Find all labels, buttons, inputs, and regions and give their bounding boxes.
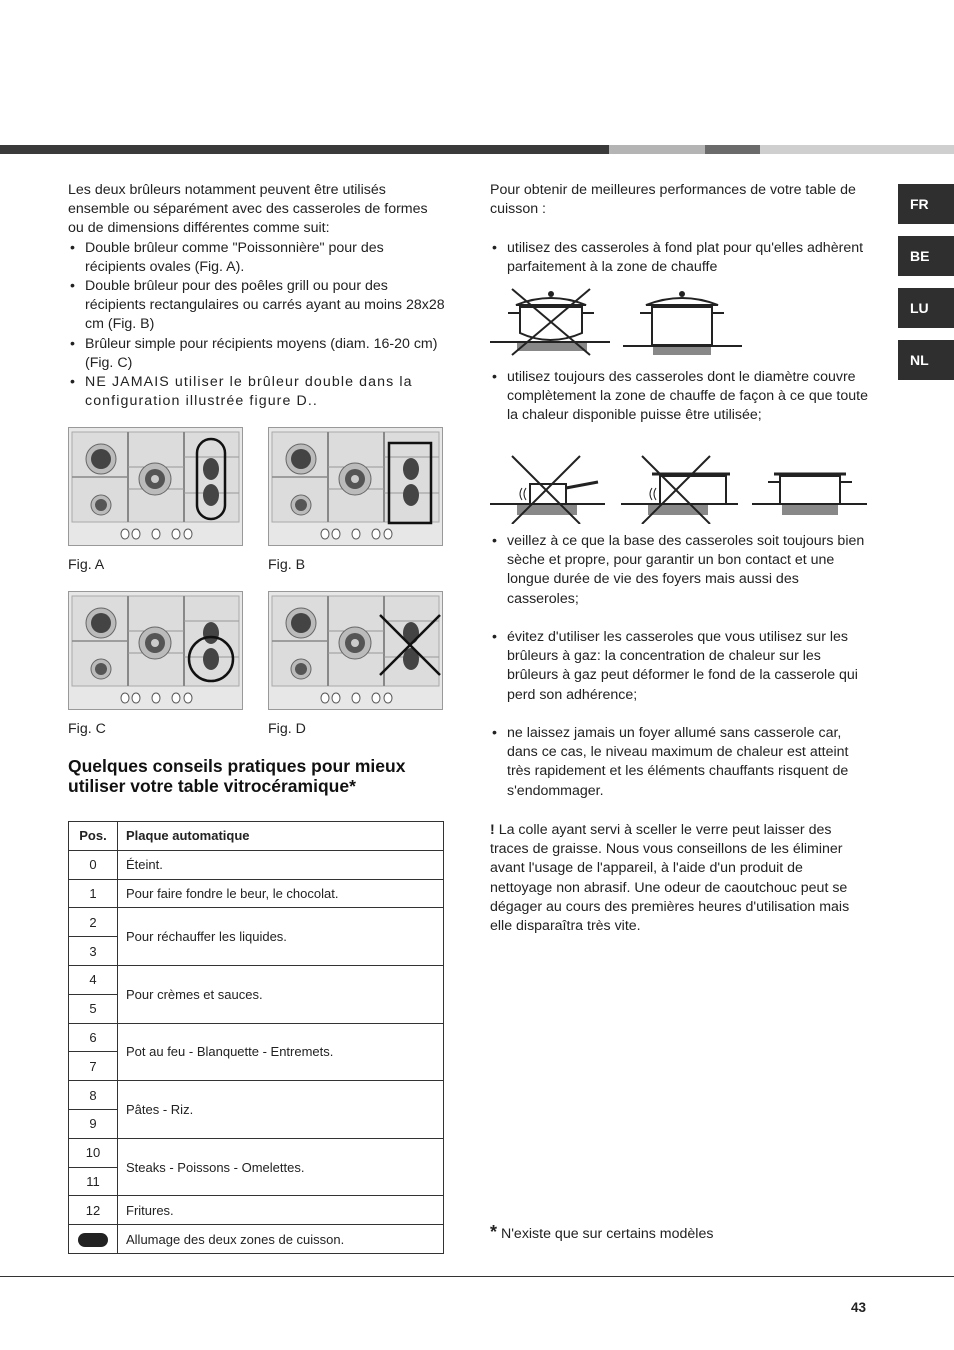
pos-cell: 4 — [69, 965, 118, 994]
figure-b — [268, 427, 444, 547]
warning-mark: ! — [490, 822, 495, 838]
pos-cell: 11 — [69, 1167, 118, 1196]
pos-cell: 7 — [69, 1052, 118, 1081]
list-item: • NE JAMAIS utiliser le brûleur double dans la configuration illustrée figure D.. — [68, 373, 446, 411]
hob-diagram-b — [268, 427, 444, 547]
description-cell: Pour réchauffer les liquides. — [118, 908, 444, 966]
pos-cell: 1 — [69, 879, 118, 908]
top-bar-mid — [705, 145, 760, 154]
pos-cell — [69, 1225, 118, 1254]
wrong-pan-illustration — [490, 289, 610, 355]
description-cell: Steaks - Poissons - Omelettes. — [118, 1138, 444, 1196]
left-column-text — [68, 181, 446, 411]
pos-cell: 2 — [69, 908, 118, 937]
page-number: 43 — [851, 1300, 867, 1315]
table-row — [69, 1196, 444, 1225]
pos-cell: 9 — [69, 1109, 118, 1138]
pill-icon — [78, 1233, 108, 1247]
bottom-rule — [0, 1276, 954, 1277]
list-item: • ne laissez jamais un foyer allumé sans casserole car, dans ce cas, le niveau maximum de chaleur est atteint très rapidement et les éléments chauffants risquent de s'endommager. — [490, 724, 868, 801]
figure-a — [68, 427, 244, 547]
table-row — [69, 908, 444, 937]
description-cell: Pâtes - Riz. — [118, 1081, 444, 1139]
description-cell: Fritures. — [118, 1196, 444, 1225]
table-row — [69, 850, 444, 879]
warning-text: La colle ayant servi à sceller le verre peut laisser des traces de graisse. Nous vous conseillons de les éliminer avant l'usage de l'appareil, à l'aide d'un produit de nettoyage non abrasif. Une odeur de caoutchouc peut se dégager au cours des premières heures d'utilisation mais elle disparaîtra très vite. — [490, 822, 850, 935]
top-bar-dark — [0, 145, 609, 154]
too-small-pan-illustration — [490, 456, 605, 524]
figure-d — [268, 591, 444, 711]
footnote-text: N'existe que sur certains modèles — [500, 1226, 714, 1242]
figure-b-caption: Fig. B — [268, 557, 306, 573]
tip-list-4 — [490, 628, 868, 705]
wrong-size-pan-illustration — [621, 456, 738, 524]
header-plate: Plaque automatique — [118, 822, 444, 851]
top-bar-light — [609, 145, 705, 154]
flat-pan-diagram — [490, 285, 750, 360]
pan-size-diagram — [490, 452, 870, 524]
tab-nl[interactable]: NL — [898, 340, 954, 380]
right-intro: Pour obtenir de meilleures performances de votre table de cuisson : — [490, 182, 856, 218]
tip-list-1 — [490, 239, 868, 277]
pos-cell: 5 — [69, 994, 118, 1023]
pos-cell: 10 — [69, 1138, 118, 1167]
description-cell: Éteint. — [118, 850, 444, 879]
list-item: • Double brûleur pour des poêles grill ou pour des récipients rectangulaires ou carrés ayant au moins 28x28 cm (Fig. B) — [68, 277, 446, 335]
hob-diagram-d — [268, 591, 444, 711]
table-row — [69, 1138, 444, 1167]
warning-note — [490, 821, 868, 936]
figure-c-caption: Fig. C — [68, 721, 106, 737]
table-row — [69, 1081, 444, 1110]
table-row — [69, 1225, 444, 1254]
top-bar-pale — [760, 145, 954, 154]
pos-cell: 0 — [69, 850, 118, 879]
section-title: Quelques conseils pratiques pour mieux utiliser votre table vitrocéramique* — [68, 756, 406, 796]
hob-diagram-a — [68, 427, 244, 547]
pos-cell: 3 — [69, 937, 118, 966]
pos-cell: 8 — [69, 1081, 118, 1110]
table-row — [69, 879, 444, 908]
tip-list-2 — [490, 368, 868, 426]
hob-diagram-c — [68, 591, 244, 711]
description-cell: Pot au feu - Blanquette - Entremets. — [118, 1023, 444, 1081]
tab-fr[interactable]: FR — [898, 184, 954, 224]
figure-d-caption: Fig. D — [268, 721, 306, 737]
pos-cell: 6 — [69, 1023, 118, 1052]
language-tabs — [898, 184, 954, 392]
tab-lu[interactable]: LU — [898, 288, 954, 328]
table-row — [69, 1023, 444, 1052]
figure-a-caption: Fig. A — [68, 557, 105, 573]
left-intro: Les deux brûleurs notamment peuvent être utilisés ensemble ou séparément avec des casseroles de formes ou de dimensions différentes comme suit: — [68, 182, 428, 237]
footnote-mark: * — [490, 1222, 498, 1242]
footnote — [490, 1222, 713, 1243]
description-cell: Allumage des deux zones de cuisson. — [118, 1225, 444, 1254]
list-item: • Brûleur simple pour récipients moyens (diam. 16-20 cm) (Fig. C) — [68, 335, 446, 373]
burner-usage-list — [68, 239, 446, 412]
list-item: • utilisez toujours des casseroles dont le diamètre couvre complètement la zone de chauffe de façon à ce que toute la chaleur disponible puisse être utilisée; — [490, 368, 868, 426]
description-cell: Pour crèmes et sauces. — [118, 965, 444, 1023]
top-bar — [0, 145, 954, 154]
list-item: • Double brûleur comme "Poissonnière" pour des récipients ovales (Fig. A). — [68, 239, 446, 277]
tip-list-5 — [490, 724, 868, 801]
description-cell: Pour faire fondre le beur, le chocolat. — [118, 879, 444, 908]
tab-be[interactable]: BE — [898, 236, 954, 276]
header-pos: Pos. — [69, 822, 118, 851]
list-item: • veillez à ce que la base des casseroles soit toujours bien sèche et propre, pour garantir un bon contact et une longue durée de vie des foyers mais aussi des casseroles; — [490, 532, 868, 609]
table-row — [69, 965, 444, 994]
list-item: • utilisez des casseroles à fond plat pour qu'elles adhèrent parfaitement à la zone de chauffe — [490, 239, 868, 277]
correct-pan-illustration — [623, 291, 742, 355]
table-header-row — [69, 822, 444, 851]
tip-list-3 — [490, 532, 868, 609]
pos-cell: 12 — [69, 1196, 118, 1225]
figure-c — [68, 591, 244, 711]
list-item: • évitez d'utiliser les casseroles que vous utilisez sur les brûleurs à gaz: la concentration de chaleur sur les brûleurs à gaz peut déformer le fond de la casserole qui perd son adhérence; — [490, 628, 868, 705]
correct-size-pan-illustration — [752, 474, 867, 515]
settings-table — [68, 821, 444, 1254]
